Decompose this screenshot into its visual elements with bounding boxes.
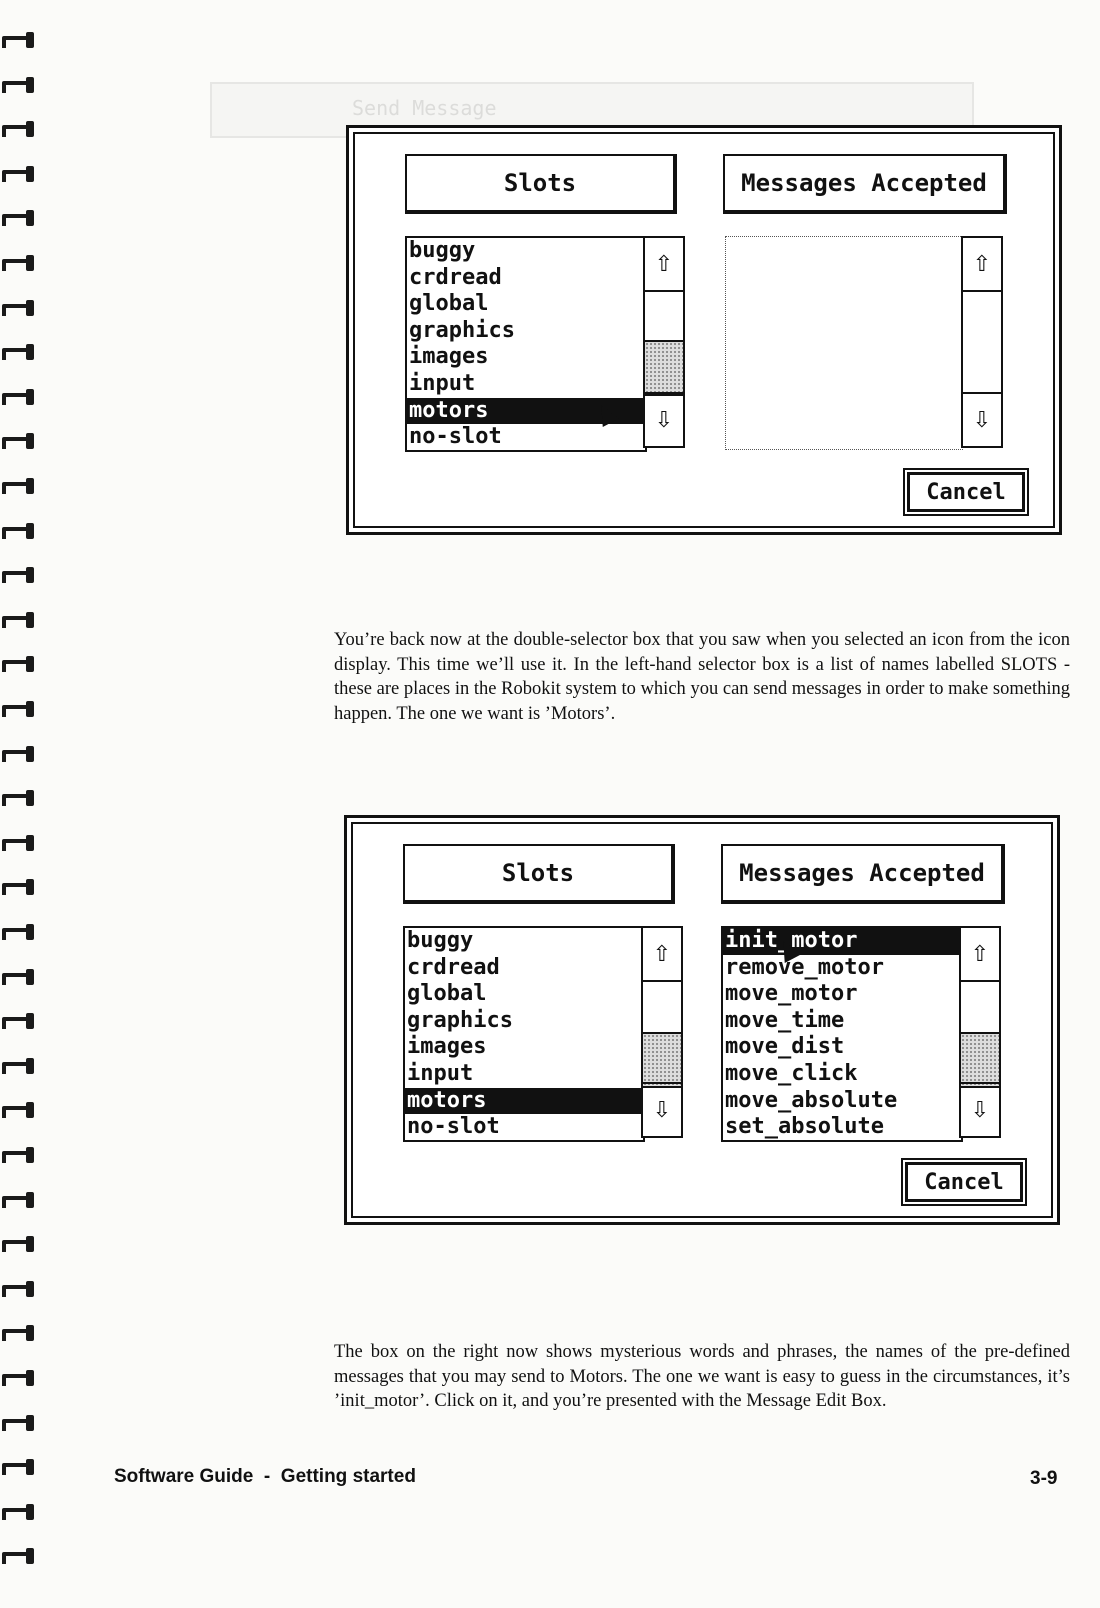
binding-ring bbox=[2, 1279, 36, 1299]
list-item[interactable]: no-slot bbox=[409, 424, 502, 450]
list-item[interactable]: input bbox=[409, 370, 476, 396]
scroll-thumb[interactable] bbox=[643, 1032, 681, 1088]
scroll-up-arrow-icon[interactable]: ⇧ bbox=[963, 238, 1001, 292]
binding-ring bbox=[2, 298, 36, 318]
messages-scrollbar[interactable] bbox=[959, 926, 1001, 1138]
slots-header: Slots bbox=[403, 844, 675, 904]
list-item[interactable]: remove_motor bbox=[725, 954, 884, 980]
binding-ring bbox=[2, 1056, 36, 1076]
list-item[interactable]: move_time bbox=[725, 1007, 845, 1033]
scroll-down-arrow-icon[interactable]: ⇩ bbox=[963, 392, 1001, 446]
list-item[interactable]: graphics bbox=[407, 1007, 513, 1033]
binding-ring bbox=[2, 431, 36, 451]
list-item[interactable]: move_click bbox=[725, 1060, 858, 1086]
binding-ring bbox=[2, 565, 36, 585]
binding-ring bbox=[2, 208, 36, 228]
list-item[interactable]: images bbox=[407, 1034, 487, 1060]
footer-title: Software Guide - Getting started bbox=[114, 1466, 416, 1487]
messages-header: Messages Accepted bbox=[723, 154, 1007, 214]
list-item[interactable]: global bbox=[407, 981, 487, 1007]
spiral-binding bbox=[0, 0, 40, 1608]
list-item[interactable]: global bbox=[409, 291, 489, 317]
list-item[interactable]: move_dist bbox=[725, 1034, 845, 1060]
scroll-up-arrow-icon[interactable]: ⇧ bbox=[961, 928, 999, 982]
binding-ring bbox=[2, 1190, 36, 1210]
messages-scrollbar[interactable] bbox=[961, 236, 1003, 448]
binding-ring bbox=[2, 654, 36, 674]
list-item[interactable]: move_absolute bbox=[725, 1087, 898, 1113]
binding-ring bbox=[2, 1502, 36, 1522]
binding-ring bbox=[2, 164, 36, 184]
slots-scrollbar[interactable] bbox=[643, 236, 685, 448]
binding-ring bbox=[2, 521, 36, 541]
binding-ring bbox=[2, 833, 36, 853]
scroll-thumb[interactable] bbox=[645, 340, 683, 396]
binding-ring bbox=[2, 1323, 36, 1343]
binding-ring bbox=[2, 387, 36, 407]
list-item[interactable]: input bbox=[407, 1060, 474, 1086]
list-item[interactable]: init_motor bbox=[723, 928, 961, 955]
list-item[interactable]: motors bbox=[407, 398, 645, 425]
list-item[interactable]: buggy bbox=[407, 928, 474, 953]
binding-ring bbox=[2, 1100, 36, 1120]
messages-list[interactable] bbox=[721, 926, 963, 1142]
page-number: 3-9 bbox=[1030, 1468, 1058, 1489]
slots-list[interactable] bbox=[403, 926, 645, 1142]
binding-ring bbox=[2, 744, 36, 764]
list-item[interactable]: motors bbox=[405, 1088, 643, 1115]
binding-ring bbox=[2, 877, 36, 897]
binding-ring bbox=[2, 788, 36, 808]
scroll-up-arrow-icon[interactable]: ⇧ bbox=[643, 928, 681, 982]
binding-ring bbox=[2, 1413, 36, 1433]
binding-ring bbox=[2, 1546, 36, 1566]
slots-header: Slots bbox=[405, 154, 677, 214]
list-item[interactable]: images bbox=[409, 344, 489, 370]
cancel-button[interactable]: Cancel bbox=[907, 472, 1025, 512]
cancel-button[interactable]: Cancel bbox=[905, 1162, 1023, 1202]
selector-dialog-1 bbox=[346, 125, 1062, 535]
binding-ring bbox=[2, 253, 36, 273]
binding-ring bbox=[2, 476, 36, 496]
list-item[interactable]: graphics bbox=[409, 317, 515, 343]
show-through-text: Send Message bbox=[352, 96, 497, 120]
messages-list[interactable] bbox=[725, 236, 963, 450]
binding-ring bbox=[2, 1368, 36, 1388]
scroll-thumb[interactable] bbox=[961, 1032, 999, 1088]
binding-ring bbox=[2, 342, 36, 362]
scroll-down-arrow-icon[interactable]: ⇩ bbox=[961, 1082, 999, 1136]
list-item[interactable]: set_absolute bbox=[725, 1114, 884, 1140]
selector-dialog-2 bbox=[344, 815, 1060, 1225]
paragraph-1: You’re back now at the double-selector box that you saw when you selected an icon from the icon display. This time we’ll use it. In the left-hand selector box is a list of names labelled SLOTS - these are places in the Robokit system to which you can send messages in order to make something happen. The one we want is ’Motors’. bbox=[334, 630, 1070, 724]
binding-ring bbox=[2, 610, 36, 630]
list-item[interactable]: move_motor bbox=[725, 981, 858, 1007]
list-item[interactable]: crdread bbox=[409, 264, 502, 290]
paragraph-2: The box on the right now shows mysterious words and phrases, the names of the pre-defined messages that you may send to Motors. The one we want is easy to guess in the circumstances, it’s ’init_motor’. Click on it, and you’re presented with the Message Edit Box. bbox=[334, 1342, 1070, 1411]
slots-scrollbar[interactable] bbox=[641, 926, 683, 1138]
binding-ring bbox=[2, 119, 36, 139]
slots-list-items bbox=[405, 928, 643, 1141]
binding-ring bbox=[2, 1145, 36, 1165]
scroll-down-arrow-icon[interactable]: ⇩ bbox=[645, 392, 683, 446]
binding-ring bbox=[2, 75, 36, 95]
binding-ring bbox=[2, 699, 36, 719]
binding-ring bbox=[2, 1234, 36, 1254]
list-item[interactable]: crdread bbox=[407, 954, 500, 980]
binding-ring bbox=[2, 1457, 36, 1477]
messages-header: Messages Accepted bbox=[721, 844, 1005, 904]
binding-ring bbox=[2, 967, 36, 987]
scroll-down-arrow-icon[interactable]: ⇩ bbox=[643, 1082, 681, 1136]
list-item[interactable]: buggy bbox=[409, 238, 476, 263]
scroll-up-arrow-icon[interactable]: ⇧ bbox=[645, 238, 683, 292]
messages-list-items bbox=[723, 928, 961, 1141]
list-item[interactable]: no-slot bbox=[407, 1114, 500, 1140]
binding-ring bbox=[2, 922, 36, 942]
binding-ring bbox=[2, 30, 36, 50]
binding-ring bbox=[2, 1011, 36, 1031]
